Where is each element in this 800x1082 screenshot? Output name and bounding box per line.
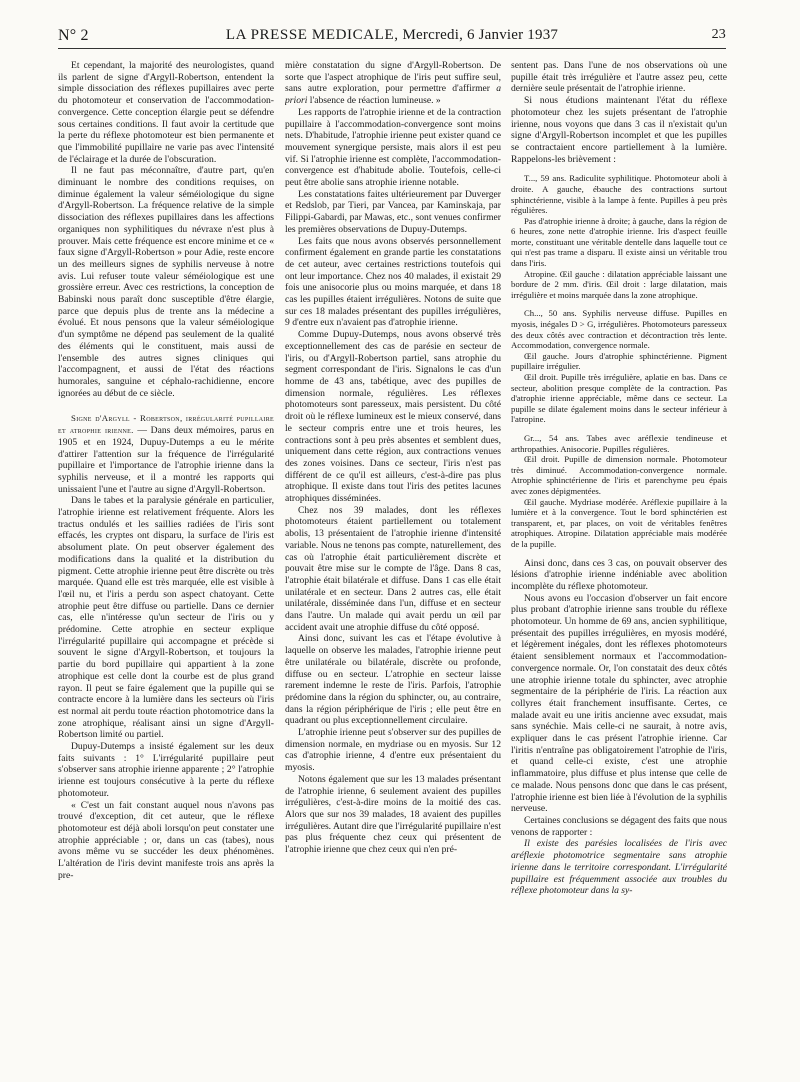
paragraph: Chez nos 39 malades, dont les réflexes photomoteurs étaient partiellement ou totalement abolis, 13 présentaient de l'atrophie irienne d'intensité variable. Nous ne tenons pas compte, naturellement, des cas où l'atrophie était particulièrement discrète et pouvait être mise sur le compte de l'âge. Dans 8 cas, l'atrophie était bilatérale et diffuse. Dans 1 cas elle était unilatérale et en secteur. Dans 2 autres cas, elle était unilatérale, disséminée dans l'un, diffuse et en secteur dans l'autre. Un malade qui avait perdu un œil par accident avait une atrophie diffuse du côté opposé. <box>285 504 501 633</box>
masthead <box>58 27 726 44</box>
paragraph: Notons également que sur les 13 malades présentant de l'atrophie irienne, 6 seulement avaient des pupilles irrégulières, c'est-à-dire moins de la moitié des cas. Alors que sur nos 39 malades, 18 avaient des pupilles irrégulières. Autant dire que l'irrégularité pupillaire n'est pas plus fréquente chez ceux qui présentent de l'atrophie irienne que chez ceux qui n'en pré- <box>285 773 501 856</box>
case-report: Gr..., 54 ans. Tabes avec aréflexie tendineuse et arthropathies. Anisocorie. Pupilles régulières. <box>511 432 727 454</box>
page-number: 23 <box>711 27 726 42</box>
paragraph: Les faits que nous avons observés personnellement confirment également en grande partie les constatations de cet auteur, avec certaines restrictions toutefois qui ont leur importance. Chez nos 40 malades, il existait 29 fois une anisocorie plus ou moins marquée, et dans 18 cas les pupilles étaient irrégulières. Notons de suite que sur ces 18 malades présentant des pupilles irrégulières, 9 d'entre eux n'avaient pas d'atrophie irienne. <box>285 235 501 329</box>
journal-title: LA PRESSE MEDICALE, <box>225 27 399 43</box>
case-report: Ch..., 50 ans. Syphilis nerveuse diffuse. Pupilles en myosis, inégales D > G, irrégulières. Photomoteurs paresseux des deux côtés avec contraction et décontraction très lente. Accommodation, convergence normale. <box>511 308 727 351</box>
case-report: Œil droit. Pupille de dimension normale. Photomoteur très diminué. Accommodation-convergence normale. Atrophie sphinctérienne de l'iris et parenchyme peu épais avec zones dépigmentées. <box>511 454 727 496</box>
paragraph <box>285 60 501 107</box>
page-header <box>58 27 726 47</box>
paragraph: Certaines conclusions se dégagent des faits que nous venons de rapporter : <box>511 814 727 838</box>
paragraph: Les rapports de l'atrophie irienne et de la contraction pupillaire à l'accommodation-convergence sont moins nets. D'habitude, l'atrophie irienne peut exister quand ce mouvement synergique persiste, mais alors il est peu vif. Si l'atrophie irienne est complète, l'accommodation-convergence est d'habitude abolie. Toutefois, celle-ci peut être abolie sans atrophie irienne notable. <box>285 106 501 189</box>
paragraph: Les constatations faites ultérieurement par Duverger et Redslob, par Tieri, par Vancea, par Kaminskaja, par Filippi-Gabardi, par Mawas, etc., sont venues confirmer les premières observations de Dupuy-Dutemps. <box>285 188 501 235</box>
column-2 <box>285 60 501 1065</box>
column-1 <box>58 60 274 1065</box>
case-report: Œil gauche. Mydriase modérée. Aréflexie pupillaire à la lumière et à la convergence. Tout le bord sphinctérien est transparent, et, par places, on voit de véritables fenêtres atrophiques. Atropine. Dilatation appréciable mais modérée de la pupille. <box>511 496 727 549</box>
paragraph: Ainsi donc, dans ces 3 cas, on pouvait observer des lésions d'atrophie irienne indéniable avec abolition incomplète du réflexe photomoteur. <box>511 557 727 592</box>
paragraph: Dans le tabes et la paralysie générale en particulier, l'atrophie irienne est relativement fréquente. Alors les tractus ondulés et les saillies radiées de l'iris sont effacés, les cryptes ont disparu, la surface de l'iris est absolument plate. On peut observer également des modifications dans la qualité et la distribution du pigment. Cette atrophie irienne peut être discrète ou très marquée. Quand elle est très marquée, elle est visible à l'œil nu, et l'iris a perdu son aspect chatoyant. Cette atrophie peut être diffuse ou partielle. Dans ce dernier cas, elle n'intéresse qu'un secteur de l'iris ou y prédomine. Cette atrophie en secteur explique l'irrégularité pupillaire qui accompagne et précède si souvent le signe d'Argyll-Robertson, et toujours la partie du bord pupillaire qui appartient à la zone atrophique est celle dont la courbe est de plus grand rayon. Il peut se faire également que la pupille qui se contracte encore à la lumière dans les secteurs où l'iris est normal ait perdu toute réaction photomotrice dans la zone atrophique, réalisant ainsi un signe d'Argyll-Robertson limité ou partiel. <box>58 495 274 741</box>
paragraph-text: l'absence de réaction lumineuse. » <box>307 95 441 107</box>
section-heading: Signe d'Argyll - Robertson, irrégularité pupillaire et atrophie irienne. <box>58 413 274 436</box>
case-report: Atropine. Œil gauche : dilatation appréciable laissant une bordure de 2 mm. d'iris. Œil droit : large dilatation, mais irrégulière et moins marquée dans la zone atrophique. <box>511 268 727 300</box>
issue-number: N° 2 <box>58 27 89 44</box>
paragraph: Dupuy-Dutemps a insisté également sur les deux faits suivants : 1° L'irrégularité pupillaire peut s'observer sans atrophie irienne apparente ; 2° l'atrophie irienne est toujours consécutive à la perte du réflexe photomoteur. <box>58 741 274 799</box>
header-rule <box>58 48 726 49</box>
paragraph: Ainsi donc, suivant les cas et l'étape évolutive à laquelle on observe les malades, l'atrophie irienne peut être unilatérale ou bilatérale, discrète ou profonde, diffuse ou en secteur. L'atrophie en secteur laisse rarement indemne le reste de l'iris. Parfois, l'atrophie prédomine dans la région du sphincter, ou, au contraire, dans la région périphérique de l'iris ; elle peut être en quadrant ou plus exceptionnellement circulaire. <box>285 633 501 727</box>
section-text: — Dans deux mémoires, parus en 1905 et en 1924, Dupuy-Dutemps a eu le mérite d'attirer l'attention sur la fréquence de l'irrégularité pupillaire et l'importance de l'atrophie irienne dans la syphilis nerveuse, et il a montré les rapports qui unissaient l'une et l'autre au signe d'Argyll-Robertson. <box>58 425 274 495</box>
paragraph: L'atrophie irienne peut s'observer sur des pupilles de dimension normale, en mydriase ou en myosis. Sur 12 cas d'atrophie irienne, 4 d'entre eux présentaient du myosis. <box>285 727 501 774</box>
paragraph: Et cependant, la majorité des neurologistes, quand ils parlent de signe d'Argyll-Robertson, entendent la simple dissociation des réflexes pupillaires avec perte du photomoteur et conservation de l'accommodation-convergence. Cette conception élargie peut se défendre sous certaines conditions. Il faut avoir la certitude que la perte du réflexe photomoteur est bien permanente et que l'immobilité pupillaire ne varie pas avec l'intensité de l'éclairage et la durée de l'obscuration. <box>58 60 274 165</box>
issue-date: Mercredi, 6 Janvier 1937 <box>402 27 559 43</box>
paragraph: Comme Dupuy-Dutemps, nous avons observé très exceptionnellement des cas de parésie en secteur de l'iris, ou d'Argyll-Robertson partiel, sans atrophie du segment correspondant de l'iris. Signalons le cas d'un homme de 43 ans, tabétique, avec des pupilles de dimension normale, régulières. Les réflexes photomoteurs sont paresseux, mais persistent. Du côté droit où le réflexe lumineux est le mieux conservé, dans le secteur compris entre une et trois heures, les contractions sont à peu près absentes et semblent dues, uniquement dans cette région, aux contractions venues des zones voisines. Dans ce secteur, l'iris n'est pas différent de ce qu'il est ailleurs, c'est-à-dire pas plus atrophique. Il existe dans tout l'iris des petites lacunes atrophiques disséminées. <box>285 329 501 505</box>
italic-phrase: a priori <box>285 83 501 107</box>
case-report: T..., 59 ans. Radiculite syphilitique. Photomoteur aboli à droite. A gauche, ébauche des contractions surtout sphinctérienne, visible à la lampe à fente. Pupilles à peu près régulières. <box>511 173 727 216</box>
paragraph: Si nous étudions maintenant l'état du réflexe photomoteur chez les sujets présentant de l'atrophie irienne, nous voyons que dans 3 cas il n'existait qu'un signe d'Argyll-Robertson incomplet et que les pupilles se contractaient encore partiellement à la lumière. Rappelons-les brièvement : <box>511 95 727 165</box>
paragraph-text: mière constatation du signe d'Argyll-Robertson. De sorte que l'aspect atrophique de l'iris peut suffire seul, sans autre exploration, pour permettre d'affirmer <box>285 60 501 95</box>
paragraph: Nous avons eu l'occasion d'observer un fait encore plus probant d'atrophie irienne sans trouble du réflexe photomoteur. Un homme de 69 ans, ancien syphilitique, présentait des pupilles irrégulières, en myosis modéré, et légèrement inégales, dont les réflexes photomoteurs étaient sensiblement normaux et l'accommodation-convergence normale. Or, l'on constatait des deux côtés une atrophie irienne totale du sphincter, avec atrophie segmentaire de la périphérie de l'iris. La réaction aux collyres était franchement insuffisante. Certes, ce malade avait eu une iritis ancienne avec exsudat, mais sans synéchie. Mais celle-ci ne saurait, à notre avis, expliquer dans le cas présent l'atrophie irienne. Car l'iritis n'entraîne pas obligatoirement l'atrophie de l'iris, et quand celle-ci existe, c'est une atrophie inflammatoire, plus diffuse et plus intense que celle de ce malade. Nous pensons donc que dans le cas présent, l'atrophie irienne est bien liée à l'évolution de la syphilis nerveuse. <box>511 592 727 815</box>
section-paragraph <box>58 413 274 495</box>
case-report: Œil droit. Pupille très irrégulière, aplatie en bas. Dans ce secteur, abolition presque complète de la contraction. Pas d'atrophie irienne appréciable, même dans ce secteur. La pupille se dilate également moins dans le secteur inférieur à l'atropine. <box>511 372 727 425</box>
paragraph: sentent pas. Dans l'une de nos observations où une pupille était très irrégulière et l'autre assez peu, cette dernière seule présentait de l'atrophie irienne. <box>511 60 727 95</box>
conclusion-paragraph: Il existe des parésies localisées de l'iris avec aréflexie photomotrice segmentaire sans atrophie irienne dans le territoire correspondant. L'irrégularité pupillaire est fréquemment associée aux troubles du réflexe photomoteur dans la sy- <box>511 838 727 897</box>
case-report: Œil gauche. Jours d'atrophie sphinctérienne. Pigment pupillaire irrégulier. <box>511 350 727 372</box>
case-report: Pas d'atrophie irienne à droite; à gauche, dans la région de 6 heures, zone nette d'atrophie irienne. Iris d'aspect feuille morte, constituant une véritable dentelle dans laquelle tout ce qui n'est pas trame a disparu. Il existe ainsi un véritable trou dans l'iris. <box>511 215 727 269</box>
paragraph: Il ne faut pas méconnaître, d'autre part, qu'en diminuant le nombre des conditions requises, on diminue également la valeur séméiologique du signe d'Argyll-Robertson. La fréquence relative de la simple dissociation des réflexes pupillaires dans les affections organiques non syphilitiques du névraxe n'est plus à prouver. Mais cette fréquence est encore minime et ce « faux signe d'Argyll-Robertson » pour Adie, reste encore un des meilleurs signes de syphilis nerveuse à notre avis. Lui refuser toute valeur séméiologique est une grossière erreur. Avec ces restrictions, la conception de Babinski nous paraît donc susceptible d'être élargie, parce que depuis plus de trente ans la médecine a évolué. Et nous pensons que la valeur séméiologique d'un symptôme ne dépend pas seulement de la qualité des éléments qui le constituent, mais aussi de l'ensemble des autres signes cliniques qui l'accompagnent, et aussi de l'état des réactions humorales, sanguine et céphalo-rachidienne, encore ignorées au début de ce siècle. <box>58 165 274 399</box>
column-3 <box>511 60 727 1065</box>
quote-paragraph: « C'est un fait constant auquel nous n'avons pas trouvé d'exception, dit cet auteur, que le réflexe photomoteur est déjà aboli lorsqu'on peut constater une atrophie appréciable ; or, dans un cas (tabes), nous avons même vu se succéder les deux phénomènes. L'altération de l'iris devint manifeste trois ans après la pre- <box>58 799 274 881</box>
